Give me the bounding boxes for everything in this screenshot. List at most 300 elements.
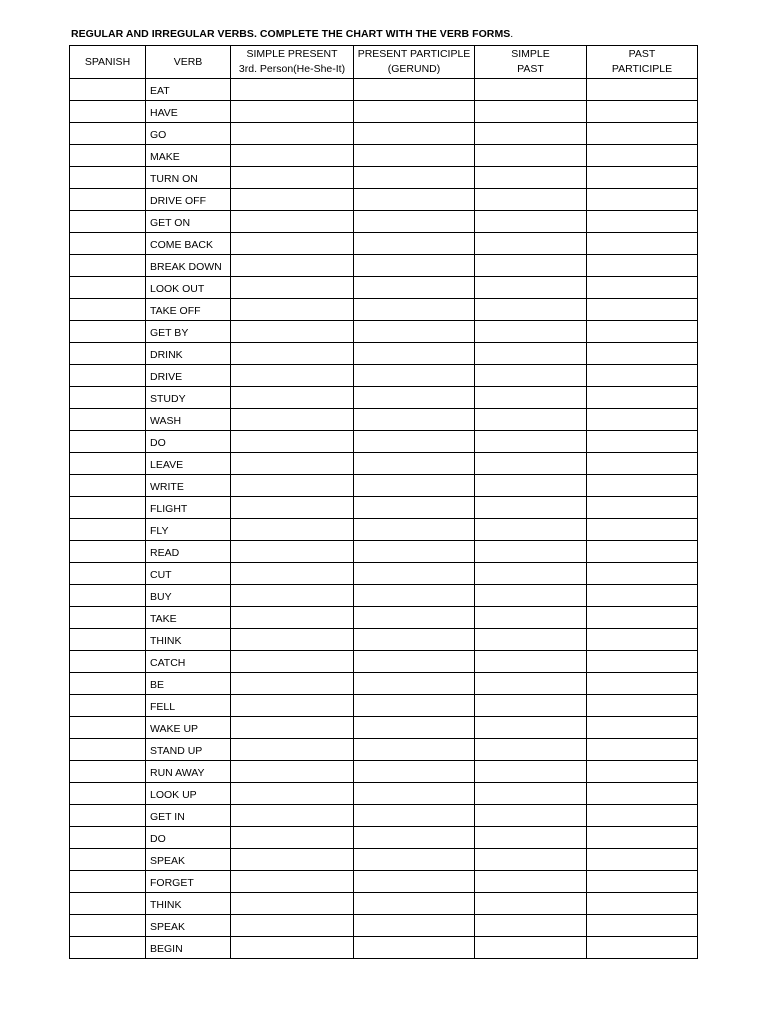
past-participle-cell[interactable] <box>587 629 698 651</box>
verb-cell: SPEAK <box>146 915 231 937</box>
spanish-cell[interactable] <box>70 299 146 321</box>
header-verb <box>146 46 231 79</box>
verb-cell: RUN AWAY <box>146 761 231 783</box>
present-participle-cell[interactable] <box>354 849 475 871</box>
verb-cell: DO <box>146 827 231 849</box>
table-row <box>70 123 698 145</box>
past-participle-cell[interactable] <box>587 717 698 739</box>
table-row <box>70 893 698 915</box>
past-participle-cell[interactable] <box>587 827 698 849</box>
simple-present-cell[interactable] <box>231 761 354 783</box>
past-participle-cell[interactable] <box>587 123 698 145</box>
past-participle-cell[interactable] <box>587 277 698 299</box>
spanish-cell[interactable] <box>70 607 146 629</box>
verb-cell: READ <box>146 541 231 563</box>
spanish-cell[interactable] <box>70 233 146 255</box>
table-row <box>70 409 698 431</box>
simple-past-cell[interactable] <box>475 299 587 321</box>
spanish-cell[interactable] <box>70 321 146 343</box>
simple-past-cell[interactable] <box>475 915 587 937</box>
table-row <box>70 629 698 651</box>
past-participle-cell[interactable] <box>587 453 698 475</box>
spanish-cell[interactable] <box>70 651 146 673</box>
spanish-cell[interactable] <box>70 915 146 937</box>
past-participle-cell[interactable] <box>587 299 698 321</box>
present-participle-cell[interactable] <box>354 475 475 497</box>
spanish-cell[interactable] <box>70 717 146 739</box>
simple-past-cell[interactable] <box>475 937 587 959</box>
present-participle-cell[interactable] <box>354 585 475 607</box>
spanish-cell[interactable] <box>70 431 146 453</box>
present-participle-cell[interactable] <box>354 541 475 563</box>
spanish-cell[interactable] <box>70 79 146 101</box>
simple-present-cell[interactable] <box>231 695 354 717</box>
present-participle-cell[interactable] <box>354 123 475 145</box>
spanish-cell[interactable] <box>70 629 146 651</box>
spanish-cell[interactable] <box>70 145 146 167</box>
present-participle-cell[interactable] <box>354 321 475 343</box>
header-simple-past <box>475 46 587 79</box>
simple-past-cell[interactable] <box>475 717 587 739</box>
spanish-cell[interactable] <box>70 871 146 893</box>
simple-present-cell[interactable] <box>231 805 354 827</box>
table-row <box>70 321 698 343</box>
present-participle-cell[interactable] <box>354 211 475 233</box>
spanish-cell[interactable] <box>70 585 146 607</box>
present-participle-cell[interactable] <box>354 695 475 717</box>
simple-present-cell[interactable] <box>231 717 354 739</box>
verb-cell: CATCH <box>146 651 231 673</box>
past-participle-cell[interactable] <box>587 607 698 629</box>
present-participle-cell[interactable] <box>354 453 475 475</box>
simple-present-cell[interactable] <box>231 629 354 651</box>
verb-cell: DRIVE <box>146 365 231 387</box>
spanish-cell[interactable] <box>70 101 146 123</box>
table-row <box>70 497 698 519</box>
past-participle-cell[interactable] <box>587 387 698 409</box>
verb-cell: LOOK OUT <box>146 277 231 299</box>
past-participle-cell[interactable] <box>587 321 698 343</box>
simple-past-cell[interactable] <box>475 233 587 255</box>
verb-cell: TAKE <box>146 607 231 629</box>
header-spanish-label: SPANISH <box>84 55 131 68</box>
verb-cell: GET BY <box>146 321 231 343</box>
simple-present-cell[interactable] <box>231 321 354 343</box>
present-participle-cell[interactable] <box>354 673 475 695</box>
table-row <box>70 101 698 123</box>
verb-rows <box>70 79 698 959</box>
spanish-cell[interactable] <box>70 519 146 541</box>
present-participle-cell[interactable] <box>354 101 475 123</box>
present-participle-cell[interactable] <box>354 893 475 915</box>
verb-cell: STUDY <box>146 387 231 409</box>
verb-cell: COME BACK <box>146 233 231 255</box>
present-participle-cell[interactable] <box>354 805 475 827</box>
past-participle-cell[interactable] <box>587 497 698 519</box>
verb-cell: GET ON <box>146 211 231 233</box>
spanish-cell[interactable] <box>70 893 146 915</box>
verb-cell: EAT <box>146 79 231 101</box>
table-row <box>70 167 698 189</box>
spanish-cell[interactable] <box>70 761 146 783</box>
spanish-cell[interactable] <box>70 453 146 475</box>
header-simple-present-label: SIMPLE PRESENT <box>246 48 338 60</box>
spanish-cell[interactable] <box>70 739 146 761</box>
spanish-cell[interactable] <box>70 387 146 409</box>
simple-past-cell[interactable] <box>475 585 587 607</box>
simple-present-cell[interactable] <box>231 739 354 761</box>
past-participle-cell[interactable] <box>587 585 698 607</box>
spanish-cell[interactable] <box>70 189 146 211</box>
simple-present-cell[interactable] <box>231 189 354 211</box>
present-participle-cell[interactable] <box>354 629 475 651</box>
simple-present-cell[interactable] <box>231 255 354 277</box>
header-spanish <box>70 46 146 79</box>
simple-past-cell[interactable] <box>475 651 587 673</box>
table-row <box>70 717 698 739</box>
simple-past-cell[interactable] <box>475 673 587 695</box>
simple-present-cell[interactable] <box>231 849 354 871</box>
simple-past-cell[interactable] <box>475 145 587 167</box>
present-participle-cell[interactable] <box>354 409 475 431</box>
past-participle-cell[interactable] <box>587 783 698 805</box>
present-participle-cell[interactable] <box>354 189 475 211</box>
verb-cell: THINK <box>146 893 231 915</box>
simple-present-cell[interactable] <box>231 233 354 255</box>
simple-past-cell[interactable] <box>475 563 587 585</box>
spanish-cell[interactable] <box>70 365 146 387</box>
verb-cell: LOOK UP <box>146 783 231 805</box>
simple-present-cell[interactable] <box>231 431 354 453</box>
table-row <box>70 277 698 299</box>
verb-cell: WRITE <box>146 475 231 497</box>
simple-past-cell[interactable] <box>475 123 587 145</box>
simple-present-cell[interactable] <box>231 585 354 607</box>
verb-cell: TAKE OFF <box>146 299 231 321</box>
present-participle-cell[interactable] <box>354 277 475 299</box>
spanish-cell[interactable] <box>70 123 146 145</box>
simple-past-cell[interactable] <box>475 827 587 849</box>
header-past-participle-label: PAST <box>628 48 656 60</box>
table-row <box>70 673 698 695</box>
table-row <box>70 211 698 233</box>
table-row <box>70 431 698 453</box>
spanish-cell[interactable] <box>70 937 146 959</box>
present-participle-cell[interactable] <box>354 167 475 189</box>
simple-present-cell[interactable] <box>231 541 354 563</box>
table-row <box>70 937 698 959</box>
verb-cell: WAKE UP <box>146 717 231 739</box>
verb-cell: STAND UP <box>146 739 231 761</box>
spanish-cell[interactable] <box>70 827 146 849</box>
header-present-participle-sublabel: (GERUND) <box>387 63 441 75</box>
table-row <box>70 387 698 409</box>
present-participle-cell[interactable] <box>354 937 475 959</box>
simple-past-cell[interactable] <box>475 475 587 497</box>
past-participle-cell[interactable] <box>587 673 698 695</box>
header-simple-past-sublabel: PAST <box>517 63 544 75</box>
simple-past-cell[interactable] <box>475 739 587 761</box>
table-row <box>70 915 698 937</box>
spanish-cell[interactable] <box>70 783 146 805</box>
verb-cell: FELL <box>146 695 231 717</box>
past-participle-cell[interactable] <box>587 365 698 387</box>
spanish-cell[interactable] <box>70 849 146 871</box>
simple-present-cell[interactable] <box>231 211 354 233</box>
past-participle-cell[interactable] <box>587 189 698 211</box>
present-participle-cell[interactable] <box>354 563 475 585</box>
simple-present-cell[interactable] <box>231 387 354 409</box>
past-participle-cell[interactable] <box>587 871 698 893</box>
table-row <box>70 233 698 255</box>
present-participle-cell[interactable] <box>354 387 475 409</box>
header-present-participle <box>354 46 475 79</box>
spanish-cell[interactable] <box>70 475 146 497</box>
table-row <box>70 783 698 805</box>
simple-past-cell[interactable] <box>475 211 587 233</box>
verb-cell: BREAK DOWN <box>146 255 231 277</box>
simple-present-cell[interactable] <box>231 79 354 101</box>
past-participle-cell[interactable] <box>587 343 698 365</box>
present-participle-cell[interactable] <box>354 871 475 893</box>
simple-past-cell[interactable] <box>475 849 587 871</box>
table-row <box>70 475 698 497</box>
table-row <box>70 541 698 563</box>
present-participle-cell[interactable] <box>354 761 475 783</box>
spanish-cell[interactable] <box>70 211 146 233</box>
table-row <box>70 651 698 673</box>
spanish-cell[interactable] <box>70 409 146 431</box>
past-participle-cell[interactable] <box>587 893 698 915</box>
verb-cell: FLY <box>146 519 231 541</box>
spanish-cell[interactable] <box>70 497 146 519</box>
simple-present-cell[interactable] <box>231 607 354 629</box>
past-participle-cell[interactable] <box>587 519 698 541</box>
verb-cell: FORGET <box>146 871 231 893</box>
verb-cell: LEAVE <box>146 453 231 475</box>
table-row <box>70 607 698 629</box>
verb-cell: THINK <box>146 629 231 651</box>
simple-past-cell[interactable] <box>475 255 587 277</box>
simple-past-cell[interactable] <box>475 541 587 563</box>
simple-past-cell[interactable] <box>475 519 587 541</box>
simple-past-cell[interactable] <box>475 365 587 387</box>
simple-present-cell[interactable] <box>231 563 354 585</box>
verb-cell: SPEAK <box>146 849 231 871</box>
simple-present-cell[interactable] <box>231 937 354 959</box>
header-present-participle-label: PRESENT PARTICIPLE <box>357 48 471 60</box>
verb-cell: BE <box>146 673 231 695</box>
table-row <box>70 585 698 607</box>
header-verb-label: VERB <box>173 55 203 68</box>
simple-past-cell[interactable] <box>475 695 587 717</box>
past-participle-cell[interactable] <box>587 563 698 585</box>
simple-past-cell[interactable] <box>475 629 587 651</box>
simple-past-cell[interactable] <box>475 607 587 629</box>
present-participle-cell[interactable] <box>354 739 475 761</box>
spanish-cell[interactable] <box>70 255 146 277</box>
spanish-cell[interactable] <box>70 695 146 717</box>
present-participle-cell[interactable] <box>354 145 475 167</box>
simple-present-cell[interactable] <box>231 673 354 695</box>
header-simple-present <box>231 46 354 79</box>
table-row <box>70 519 698 541</box>
table-row <box>70 563 698 585</box>
simple-present-cell[interactable] <box>231 277 354 299</box>
past-participle-cell[interactable] <box>587 541 698 563</box>
table-row <box>70 761 698 783</box>
table-row <box>70 739 698 761</box>
table-row <box>70 365 698 387</box>
simple-past-cell[interactable] <box>475 189 587 211</box>
header-simple-present-sublabel: 3rd. Person(He-She-It) <box>238 63 346 75</box>
past-participle-cell[interactable] <box>587 475 698 497</box>
simple-past-cell[interactable] <box>475 101 587 123</box>
simple-present-cell[interactable] <box>231 827 354 849</box>
simple-present-cell[interactable] <box>231 651 354 673</box>
past-participle-cell[interactable] <box>587 233 698 255</box>
past-participle-cell[interactable] <box>587 211 698 233</box>
page-title <box>71 28 513 40</box>
past-participle-cell[interactable] <box>587 255 698 277</box>
simple-past-cell[interactable] <box>475 497 587 519</box>
title-period: . <box>510 28 514 40</box>
simple-present-cell[interactable] <box>231 123 354 145</box>
simple-present-cell[interactable] <box>231 475 354 497</box>
spanish-cell[interactable] <box>70 167 146 189</box>
spanish-cell[interactable] <box>70 343 146 365</box>
header-past-participle-sublabel: PARTICIPLE <box>611 63 673 75</box>
verb-cell: HAVE <box>146 101 231 123</box>
simple-past-cell[interactable] <box>475 893 587 915</box>
past-participle-cell[interactable] <box>587 431 698 453</box>
verb-cell: DRINK <box>146 343 231 365</box>
simple-present-cell[interactable] <box>231 101 354 123</box>
past-participle-cell[interactable] <box>587 937 698 959</box>
past-participle-cell[interactable] <box>587 79 698 101</box>
verb-cell: DRIVE OFF <box>146 189 231 211</box>
past-participle-cell[interactable] <box>587 651 698 673</box>
verb-cell: DO <box>146 431 231 453</box>
simple-present-cell[interactable] <box>231 915 354 937</box>
simple-past-cell[interactable] <box>475 343 587 365</box>
present-participle-cell[interactable] <box>354 827 475 849</box>
title-text: REGULAR AND IRREGULAR VERBS. COMPLETE THE CHART WITH THE VERB FORMS <box>71 28 511 40</box>
simple-present-cell[interactable] <box>231 783 354 805</box>
header-simple-past-label: SIMPLE <box>511 48 550 60</box>
past-participle-cell[interactable] <box>587 739 698 761</box>
past-participle-cell[interactable] <box>587 695 698 717</box>
past-participle-cell[interactable] <box>587 805 698 827</box>
simple-past-cell[interactable] <box>475 805 587 827</box>
past-participle-cell[interactable] <box>587 849 698 871</box>
table-row <box>70 343 698 365</box>
spanish-cell[interactable] <box>70 541 146 563</box>
table-row <box>70 255 698 277</box>
spanish-cell[interactable] <box>70 805 146 827</box>
present-participle-cell[interactable] <box>354 717 475 739</box>
verb-cell: CUT <box>146 563 231 585</box>
simple-present-cell[interactable] <box>231 343 354 365</box>
verb-cell: MAKE <box>146 145 231 167</box>
present-participle-cell[interactable] <box>354 783 475 805</box>
simple-past-cell[interactable] <box>475 409 587 431</box>
simple-past-cell[interactable] <box>475 871 587 893</box>
table-row <box>70 849 698 871</box>
verb-cell: BEGIN <box>146 937 231 959</box>
past-participle-cell[interactable] <box>587 145 698 167</box>
past-participle-cell[interactable] <box>587 101 698 123</box>
simple-present-cell[interactable] <box>231 497 354 519</box>
simple-past-cell[interactable] <box>475 783 587 805</box>
simple-past-cell[interactable] <box>475 321 587 343</box>
simple-past-cell[interactable] <box>475 431 587 453</box>
present-participle-cell[interactable] <box>354 519 475 541</box>
table-row <box>70 827 698 849</box>
present-participle-cell[interactable] <box>354 79 475 101</box>
verb-cell: GET IN <box>146 805 231 827</box>
present-participle-cell[interactable] <box>354 299 475 321</box>
spanish-cell[interactable] <box>70 563 146 585</box>
present-participle-cell[interactable] <box>354 915 475 937</box>
table-row <box>70 453 698 475</box>
simple-present-cell[interactable] <box>231 409 354 431</box>
table-row <box>70 145 698 167</box>
simple-present-cell[interactable] <box>231 145 354 167</box>
spanish-cell[interactable] <box>70 277 146 299</box>
present-participle-cell[interactable] <box>354 651 475 673</box>
past-participle-cell[interactable] <box>587 167 698 189</box>
table-row <box>70 189 698 211</box>
present-participle-cell[interactable] <box>354 343 475 365</box>
simple-present-cell[interactable] <box>231 519 354 541</box>
present-participle-cell[interactable] <box>354 497 475 519</box>
simple-past-cell[interactable] <box>475 277 587 299</box>
simple-present-cell[interactable] <box>231 167 354 189</box>
simple-present-cell[interactable] <box>231 453 354 475</box>
verb-cell: GO <box>146 123 231 145</box>
simple-past-cell[interactable] <box>475 79 587 101</box>
present-participle-cell[interactable] <box>354 233 475 255</box>
table-row <box>70 805 698 827</box>
table-row <box>70 299 698 321</box>
table-row <box>70 79 698 101</box>
spanish-cell[interactable] <box>70 673 146 695</box>
verb-cell: TURN ON <box>146 167 231 189</box>
simple-past-cell[interactable] <box>475 387 587 409</box>
simple-past-cell[interactable] <box>475 167 587 189</box>
simple-present-cell[interactable] <box>231 365 354 387</box>
present-participle-cell[interactable] <box>354 365 475 387</box>
verb-forms-chart <box>69 45 698 959</box>
past-participle-cell[interactable] <box>587 761 698 783</box>
present-participle-cell[interactable] <box>354 607 475 629</box>
simple-present-cell[interactable] <box>231 893 354 915</box>
verb-cell: WASH <box>146 409 231 431</box>
simple-present-cell[interactable] <box>231 871 354 893</box>
simple-past-cell[interactable] <box>475 761 587 783</box>
header-row <box>70 46 698 79</box>
past-participle-cell[interactable] <box>587 409 698 431</box>
simple-present-cell[interactable] <box>231 299 354 321</box>
simple-past-cell[interactable] <box>475 453 587 475</box>
verb-cell: BUY <box>146 585 231 607</box>
present-participle-cell[interactable] <box>354 431 475 453</box>
header-past-participle <box>587 46 698 79</box>
present-participle-cell[interactable] <box>354 255 475 277</box>
table-row <box>70 871 698 893</box>
past-participle-cell[interactable] <box>587 915 698 937</box>
